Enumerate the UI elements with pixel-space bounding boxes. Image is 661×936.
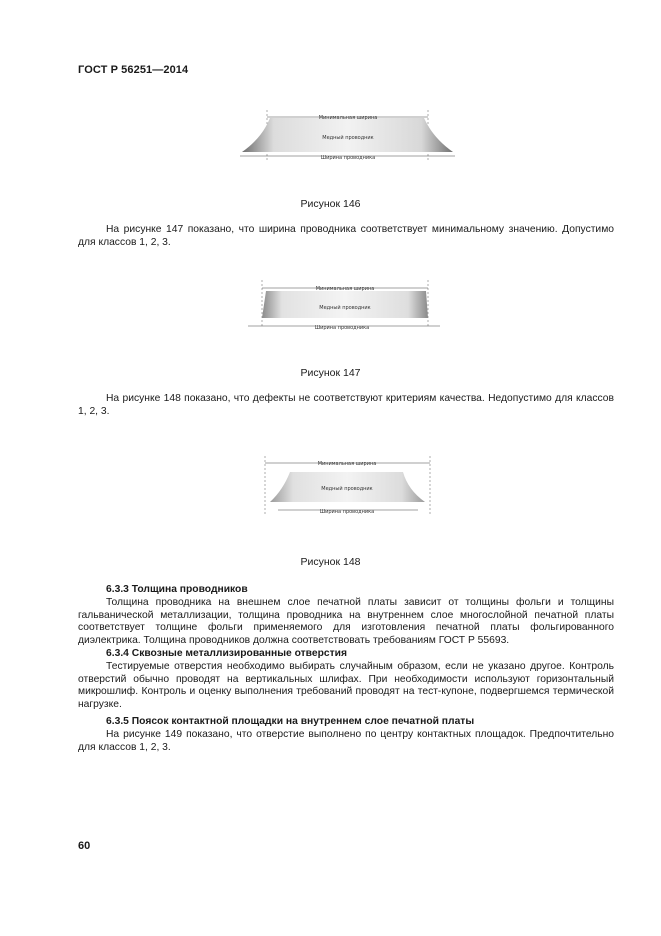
figure-148-copper-label: Медный проводник [321,486,373,492]
paragraph-figure-147: На рисунке 147 показано, что ширина проводника соответствует минимальному значению. Допустимо для классов 1, 2, 3. [78,224,614,248]
figure-146-drawing [0,108,661,168]
page-number: 60 [78,840,91,852]
figure-146-width-label: Ширина проводника [320,155,376,161]
figure-146-copper-label: Медный проводник [322,135,374,141]
figure-146-caption: Рисунок 146 [300,198,361,210]
figure-147-min-width-label: Минимальная ширина [315,286,375,292]
figure-147-caption: Рисунок 147 [300,367,361,379]
figure-147-copper-label: Медный проводник [319,305,371,311]
figure-147 [0,278,661,334]
section-6-3-5-body: На рисунке 149 показано, что отверстие выполнено по центру контактных площадок. Предпочтительно для классов 1, 2, 3. [78,729,614,753]
figure-146-min-width-label: Минимальная ширина [318,115,378,121]
section-6-3-4-heading: 6.3.4 Сквозные металлизированные отверстия [106,648,347,659]
section-6-3-3-heading: 6.3.3 Толщина проводников [106,584,248,595]
figure-148 [0,452,661,522]
section-6-3-5-heading: 6.3.5 Поясок контактной площадки на внутреннем слое печатной платы [106,716,475,727]
figure-146 [0,108,661,168]
section-6-3-3-body: Толщина проводника на внешнем слое печатной платы зависит от толщины фольги и толщины гальванической металлизации, толщина проводника на внутреннем слое многослойной печатной платы соответствует толщине фольги применяемого для изготовления печатной платы фольгированного диэлектрика. Толщина проводников должна соответствовать требованиям ГОСТ Р 55693. [78,597,614,646]
figure-148-min-width-label: Минимальная ширина [317,461,377,467]
figure-148-width-label: Ширина проводника [319,509,375,515]
figure-148-caption: Рисунок 148 [300,556,361,568]
figure-148-drawing [0,452,661,522]
section-6-3-4-body: Тестируемые отверстия необходимо выбирать случайным образом, если не указано другое. Контроль отверстий обычно проводят на вертикальных шлифах. При необходимости используют горизонтальный микрошлиф. Контроль и оценку выполнения требований проводят на тест-купоне, подвергшемся термической нагрузке. [78,661,614,710]
document-header: ГОСТ Р 56251—2014 [78,64,189,76]
paragraph-figure-148: На рисунке 148 показано, что дефекты не соответствуют критериям качества. Недопустимо для классов 1, 2, 3. [78,393,614,417]
figure-147-drawing [0,278,661,334]
figure-147-width-label: Ширина проводника [314,325,370,331]
